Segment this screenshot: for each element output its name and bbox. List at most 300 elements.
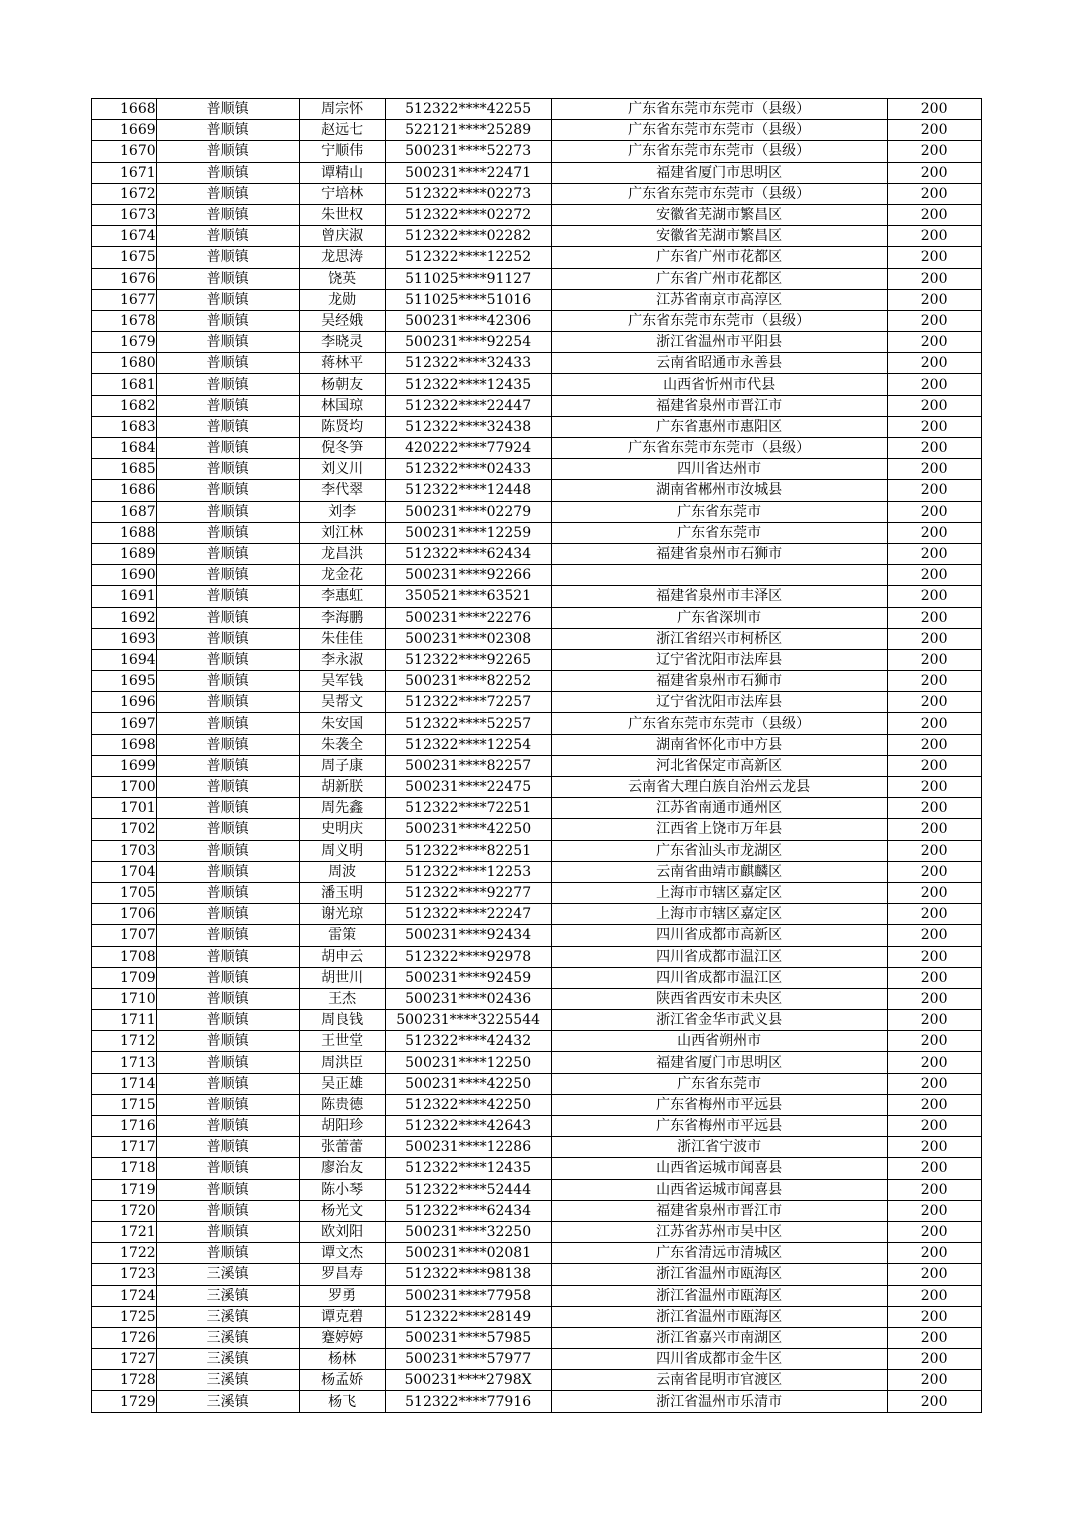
row-number-cell: 1725	[92, 1306, 157, 1327]
amount-cell: 200	[887, 438, 981, 459]
id-number-cell: 500231****2798X	[385, 1370, 551, 1391]
table-row	[92, 861, 982, 882]
id-number-cell: 512322****72257	[385, 692, 551, 713]
work-address-cell: 山西省忻州市代县	[551, 374, 887, 395]
town-cell: 普顺镇	[156, 819, 299, 840]
amount-cell: 200	[887, 565, 981, 586]
name-cell: 蹇婷婷	[299, 1327, 385, 1348]
town-cell: 普顺镇	[156, 798, 299, 819]
name-cell: 刘李	[299, 501, 385, 522]
name-cell: 吴正雄	[299, 1073, 385, 1094]
amount-cell: 200	[887, 183, 981, 204]
table-row	[92, 734, 982, 755]
row-number-cell: 1688	[92, 522, 157, 543]
amount-cell: 200	[887, 692, 981, 713]
id-number-cell: 500231****12250	[385, 1052, 551, 1073]
amount-cell: 200	[887, 1264, 981, 1285]
name-cell: 欧刘阳	[299, 1221, 385, 1242]
row-number-cell: 1708	[92, 946, 157, 967]
name-cell: 雷策	[299, 925, 385, 946]
town-cell: 普顺镇	[156, 204, 299, 225]
row-number-cell: 1700	[92, 777, 157, 798]
id-number-cell: 512322****52444	[385, 1179, 551, 1200]
table-row	[92, 480, 982, 501]
town-cell: 三溪镇	[156, 1264, 299, 1285]
row-number-cell: 1675	[92, 247, 157, 268]
name-cell: 周先鑫	[299, 798, 385, 819]
amount-cell: 200	[887, 586, 981, 607]
work-address-cell: 江苏省南通市通州区	[551, 798, 887, 819]
row-number-cell: 1717	[92, 1137, 157, 1158]
amount-cell: 200	[887, 226, 981, 247]
work-address-cell: 山西省运城市闻喜县	[551, 1158, 887, 1179]
name-cell: 朱安国	[299, 713, 385, 734]
id-number-cell: 512322****12254	[385, 734, 551, 755]
work-address-cell: 广东省东莞市东莞市（县级）	[551, 120, 887, 141]
table-row	[92, 607, 982, 628]
name-cell: 李惠虹	[299, 586, 385, 607]
table-row	[92, 840, 982, 861]
town-cell: 普顺镇	[156, 226, 299, 247]
town-cell: 普顺镇	[156, 332, 299, 353]
amount-cell: 200	[887, 543, 981, 564]
amount-cell: 200	[887, 480, 981, 501]
row-number-cell: 1685	[92, 459, 157, 480]
table-row	[92, 226, 982, 247]
town-cell: 普顺镇	[156, 1031, 299, 1052]
work-address-cell: 四川省达州市	[551, 459, 887, 480]
work-address-cell: 广东省东莞市东莞市（县级）	[551, 141, 887, 162]
town-cell: 普顺镇	[156, 459, 299, 480]
row-number-cell: 1683	[92, 416, 157, 437]
amount-cell: 200	[887, 840, 981, 861]
work-address-cell: 湖南省怀化市中方县	[551, 734, 887, 755]
town-cell: 普顺镇	[156, 438, 299, 459]
row-number-cell: 1691	[92, 586, 157, 607]
name-cell: 宁顺伟	[299, 141, 385, 162]
name-cell: 吴军钱	[299, 671, 385, 692]
id-number-cell: 500231****32250	[385, 1221, 551, 1242]
work-address-cell: 上海市市辖区嘉定区	[551, 904, 887, 925]
id-number-cell: 500231****92266	[385, 565, 551, 586]
table-row	[92, 692, 982, 713]
table-row	[92, 268, 982, 289]
town-cell: 普顺镇	[156, 734, 299, 755]
table-row	[92, 1243, 982, 1264]
id-number-cell: 500231****92434	[385, 925, 551, 946]
row-number-cell: 1722	[92, 1243, 157, 1264]
town-cell: 普顺镇	[156, 289, 299, 310]
id-number-cell: 420222****77924	[385, 438, 551, 459]
row-number-cell: 1679	[92, 332, 157, 353]
row-number-cell: 1704	[92, 861, 157, 882]
town-cell: 三溪镇	[156, 1327, 299, 1348]
amount-cell: 200	[887, 1285, 981, 1306]
table-row	[92, 1285, 982, 1306]
town-cell: 普顺镇	[156, 946, 299, 967]
table-row	[92, 1221, 982, 1242]
work-address-cell: 四川省成都市高新区	[551, 925, 887, 946]
row-number-cell: 1716	[92, 1116, 157, 1137]
town-cell: 普顺镇	[156, 268, 299, 289]
row-number-cell: 1687	[92, 501, 157, 522]
table-row	[92, 162, 982, 183]
town-cell: 普顺镇	[156, 247, 299, 268]
row-number-cell: 1706	[92, 904, 157, 925]
table-row	[92, 1327, 982, 1348]
id-number-cell: 512322****62434	[385, 1200, 551, 1221]
amount-cell: 200	[887, 268, 981, 289]
town-cell: 普顺镇	[156, 649, 299, 670]
town-cell: 普顺镇	[156, 904, 299, 925]
work-address-cell: 广东省东莞市	[551, 522, 887, 543]
work-address-cell: 广东省东莞市东莞市（县级）	[551, 99, 887, 120]
amount-cell: 200	[887, 310, 981, 331]
table-row	[92, 1306, 982, 1327]
name-cell: 胡新朕	[299, 777, 385, 798]
id-number-cell: 512322****32438	[385, 416, 551, 437]
work-address-cell: 云南省昆明市官渡区	[551, 1370, 887, 1391]
table-row	[92, 1370, 982, 1391]
amount-cell: 200	[887, 607, 981, 628]
town-cell: 普顺镇	[156, 120, 299, 141]
id-number-cell: 512322****02273	[385, 183, 551, 204]
work-address-cell: 广东省东莞市	[551, 1073, 887, 1094]
name-cell: 吴经娥	[299, 310, 385, 331]
row-number-cell: 1721	[92, 1221, 157, 1242]
name-cell: 胡申云	[299, 946, 385, 967]
work-address-cell: 浙江省绍兴市柯桥区	[551, 628, 887, 649]
amount-cell: 200	[887, 798, 981, 819]
id-number-cell: 512322****42255	[385, 99, 551, 120]
town-cell: 普顺镇	[156, 1094, 299, 1115]
work-address-cell: 云南省大理白族自治州云龙县	[551, 777, 887, 798]
id-number-cell: 350521****63521	[385, 586, 551, 607]
name-cell: 史明庆	[299, 819, 385, 840]
work-address-cell: 安徽省芜湖市繁昌区	[551, 204, 887, 225]
id-number-cell: 500231****42306	[385, 310, 551, 331]
name-cell: 朱世权	[299, 204, 385, 225]
row-number-cell: 1702	[92, 819, 157, 840]
name-cell: 胡阳珍	[299, 1116, 385, 1137]
row-number-cell: 1676	[92, 268, 157, 289]
table-row	[92, 671, 982, 692]
name-cell: 陈贵德	[299, 1094, 385, 1115]
table-row	[92, 1073, 982, 1094]
work-address-cell: 安徽省芜湖市繁昌区	[551, 226, 887, 247]
town-cell: 普顺镇	[156, 628, 299, 649]
amount-cell: 200	[887, 1031, 981, 1052]
id-number-cell: 512322****42643	[385, 1116, 551, 1137]
name-cell: 龙金花	[299, 565, 385, 586]
work-address-cell: 福建省泉州市石狮市	[551, 671, 887, 692]
table-row	[92, 332, 982, 353]
name-cell: 宁培林	[299, 183, 385, 204]
town-cell: 普顺镇	[156, 607, 299, 628]
id-number-cell: 522121****25289	[385, 120, 551, 141]
amount-cell: 200	[887, 734, 981, 755]
table-row	[92, 1052, 982, 1073]
work-address-cell: 福建省泉州市石狮市	[551, 543, 887, 564]
amount-cell: 200	[887, 459, 981, 480]
id-number-cell: 512322****12253	[385, 861, 551, 882]
amount-cell: 200	[887, 247, 981, 268]
amount-cell: 200	[887, 713, 981, 734]
work-address-cell: 云南省曲靖市麒麟区	[551, 861, 887, 882]
table-row	[92, 586, 982, 607]
table-row	[92, 99, 982, 120]
work-address-cell: 广东省广州市花都区	[551, 247, 887, 268]
row-number-cell: 1684	[92, 438, 157, 459]
id-number-cell: 511025****51016	[385, 289, 551, 310]
name-cell: 杨光文	[299, 1200, 385, 1221]
amount-cell: 200	[887, 374, 981, 395]
row-number-cell: 1699	[92, 755, 157, 776]
table-row	[92, 247, 982, 268]
work-address-cell: 云南省昭通市永善县	[551, 353, 887, 374]
work-address-cell: 陕西省西安市未央区	[551, 988, 887, 1009]
town-cell: 普顺镇	[156, 988, 299, 1009]
town-cell: 普顺镇	[156, 713, 299, 734]
id-number-cell: 512322****42432	[385, 1031, 551, 1052]
work-address-cell: 浙江省温州市瓯海区	[551, 1264, 887, 1285]
row-number-cell: 1729	[92, 1391, 157, 1412]
work-address-cell: 广东省深圳市	[551, 607, 887, 628]
row-number-cell: 1678	[92, 310, 157, 331]
amount-cell: 200	[887, 882, 981, 903]
work-address-cell: 广东省东莞市东莞市（县级）	[551, 438, 887, 459]
row-number-cell: 1692	[92, 607, 157, 628]
town-cell: 普顺镇	[156, 1116, 299, 1137]
table-row	[92, 438, 982, 459]
work-address-cell: 河北省保定市高新区	[551, 755, 887, 776]
name-cell: 胡世川	[299, 967, 385, 988]
table-row	[92, 904, 982, 925]
table-row	[92, 628, 982, 649]
id-number-cell: 500231****12259	[385, 522, 551, 543]
row-number-cell: 1689	[92, 543, 157, 564]
id-number-cell: 512322****12435	[385, 1158, 551, 1179]
table-row	[92, 946, 982, 967]
table-row	[92, 459, 982, 480]
name-cell: 周洪臣	[299, 1052, 385, 1073]
id-number-cell: 500231****02279	[385, 501, 551, 522]
town-cell: 普顺镇	[156, 310, 299, 331]
town-cell: 普顺镇	[156, 374, 299, 395]
data-table	[91, 98, 982, 1413]
amount-cell: 200	[887, 141, 981, 162]
amount-cell: 200	[887, 1052, 981, 1073]
id-number-cell: 500231****57985	[385, 1327, 551, 1348]
id-number-cell: 500231****02308	[385, 628, 551, 649]
table-row	[92, 1200, 982, 1221]
name-cell: 廖治友	[299, 1158, 385, 1179]
id-number-cell: 512322****77916	[385, 1391, 551, 1412]
name-cell: 谭精山	[299, 162, 385, 183]
row-number-cell: 1677	[92, 289, 157, 310]
table-row	[92, 967, 982, 988]
name-cell: 陈小琴	[299, 1179, 385, 1200]
row-number-cell: 1720	[92, 1200, 157, 1221]
id-number-cell: 500231****22471	[385, 162, 551, 183]
work-address-cell: 浙江省温州市乐清市	[551, 1391, 887, 1412]
work-address-cell: 江苏省南京市高淳区	[551, 289, 887, 310]
town-cell: 普顺镇	[156, 755, 299, 776]
amount-cell: 200	[887, 522, 981, 543]
amount-cell: 200	[887, 1137, 981, 1158]
row-number-cell: 1674	[92, 226, 157, 247]
id-number-cell: 500231****92254	[385, 332, 551, 353]
amount-cell: 200	[887, 861, 981, 882]
amount-cell: 200	[887, 1179, 981, 1200]
id-number-cell: 512322****92277	[385, 882, 551, 903]
table-row	[92, 1010, 982, 1031]
name-cell: 周义明	[299, 840, 385, 861]
town-cell: 普顺镇	[156, 1200, 299, 1221]
id-number-cell: 512322****52257	[385, 713, 551, 734]
table-row	[92, 988, 982, 1009]
table-row	[92, 1137, 982, 1158]
name-cell: 周良钱	[299, 1010, 385, 1031]
name-cell: 谭文杰	[299, 1243, 385, 1264]
amount-cell: 200	[887, 1327, 981, 1348]
amount-cell: 200	[887, 1221, 981, 1242]
row-number-cell: 1719	[92, 1179, 157, 1200]
work-address-cell: 湖南省郴州市汝城县	[551, 480, 887, 501]
id-number-cell: 512322****02433	[385, 459, 551, 480]
name-cell: 朱袭全	[299, 734, 385, 755]
name-cell: 杨林	[299, 1349, 385, 1370]
table-row	[92, 798, 982, 819]
row-number-cell: 1672	[92, 183, 157, 204]
amount-cell: 200	[887, 1010, 981, 1031]
name-cell: 龙勋	[299, 289, 385, 310]
table-row	[92, 395, 982, 416]
id-number-cell: 500231****22475	[385, 777, 551, 798]
row-number-cell: 1727	[92, 1349, 157, 1370]
town-cell: 普顺镇	[156, 183, 299, 204]
table-row	[92, 543, 982, 564]
town-cell: 三溪镇	[156, 1285, 299, 1306]
id-number-cell: 500231****57977	[385, 1349, 551, 1370]
row-number-cell: 1681	[92, 374, 157, 395]
row-number-cell: 1728	[92, 1370, 157, 1391]
work-address-cell: 福建省泉州市晋江市	[551, 1200, 887, 1221]
table-row	[92, 1391, 982, 1412]
name-cell: 杨飞	[299, 1391, 385, 1412]
name-cell: 林国琼	[299, 395, 385, 416]
town-cell: 普顺镇	[156, 99, 299, 120]
amount-cell: 200	[887, 1391, 981, 1412]
id-number-cell: 512322****22447	[385, 395, 551, 416]
name-cell: 赵远七	[299, 120, 385, 141]
name-cell: 周宗怀	[299, 99, 385, 120]
name-cell: 曾庆淑	[299, 226, 385, 247]
row-number-cell: 1671	[92, 162, 157, 183]
name-cell: 龙思涛	[299, 247, 385, 268]
amount-cell: 200	[887, 967, 981, 988]
id-number-cell: 500231****12286	[385, 1137, 551, 1158]
town-cell: 普顺镇	[156, 692, 299, 713]
town-cell: 普顺镇	[156, 861, 299, 882]
town-cell: 普顺镇	[156, 395, 299, 416]
town-cell: 普顺镇	[156, 1073, 299, 1094]
table-row	[92, 1179, 982, 1200]
town-cell: 普顺镇	[156, 1010, 299, 1031]
town-cell: 普顺镇	[156, 480, 299, 501]
amount-cell: 200	[887, 1158, 981, 1179]
amount-cell: 200	[887, 353, 981, 374]
amount-cell: 200	[887, 628, 981, 649]
amount-cell: 200	[887, 332, 981, 353]
work-address-cell: 广东省清远市清城区	[551, 1243, 887, 1264]
amount-cell: 200	[887, 99, 981, 120]
work-address-cell: 浙江省温州市瓯海区	[551, 1306, 887, 1327]
work-address-cell: 四川省成都市温江区	[551, 946, 887, 967]
row-number-cell: 1715	[92, 1094, 157, 1115]
table-row	[92, 1158, 982, 1179]
table-body	[92, 99, 982, 1413]
row-number-cell: 1693	[92, 628, 157, 649]
name-cell: 陈贤均	[299, 416, 385, 437]
id-number-cell: 500231****82252	[385, 671, 551, 692]
table-row	[92, 1349, 982, 1370]
row-number-cell: 1705	[92, 882, 157, 903]
work-address-cell: 浙江省金华市武义县	[551, 1010, 887, 1031]
row-number-cell: 1696	[92, 692, 157, 713]
table-row	[92, 925, 982, 946]
town-cell: 普顺镇	[156, 141, 299, 162]
row-number-cell: 1703	[92, 840, 157, 861]
town-cell: 普顺镇	[156, 1179, 299, 1200]
name-cell: 饶英	[299, 268, 385, 289]
id-number-cell: 500231****42250	[385, 1073, 551, 1094]
amount-cell: 200	[887, 649, 981, 670]
table-row	[92, 416, 982, 437]
name-cell: 周子康	[299, 755, 385, 776]
row-number-cell: 1695	[92, 671, 157, 692]
work-address-cell: 江西省上饶市万年县	[551, 819, 887, 840]
amount-cell: 200	[887, 1243, 981, 1264]
id-number-cell: 500231****42250	[385, 819, 551, 840]
table-row	[92, 374, 982, 395]
id-number-cell: 512322****98138	[385, 1264, 551, 1285]
town-cell: 普顺镇	[156, 967, 299, 988]
town-cell: 普顺镇	[156, 543, 299, 564]
table-row	[92, 819, 982, 840]
town-cell: 普顺镇	[156, 840, 299, 861]
work-address-cell: 广东省广州市花都区	[551, 268, 887, 289]
name-cell: 王世堂	[299, 1031, 385, 1052]
name-cell: 朱佳佳	[299, 628, 385, 649]
amount-cell: 200	[887, 925, 981, 946]
town-cell: 普顺镇	[156, 162, 299, 183]
amount-cell: 200	[887, 120, 981, 141]
row-number-cell: 1694	[92, 649, 157, 670]
amount-cell: 200	[887, 1306, 981, 1327]
name-cell: 李永淑	[299, 649, 385, 670]
row-number-cell: 1701	[92, 798, 157, 819]
work-address-cell: 浙江省温州市瓯海区	[551, 1285, 887, 1306]
amount-cell: 200	[887, 416, 981, 437]
row-number-cell: 1673	[92, 204, 157, 225]
amount-cell: 200	[887, 162, 981, 183]
amount-cell: 200	[887, 1349, 981, 1370]
town-cell: 三溪镇	[156, 1349, 299, 1370]
work-address-cell: 福建省厦门市思明区	[551, 162, 887, 183]
name-cell: 罗勇	[299, 1285, 385, 1306]
amount-cell: 200	[887, 1116, 981, 1137]
